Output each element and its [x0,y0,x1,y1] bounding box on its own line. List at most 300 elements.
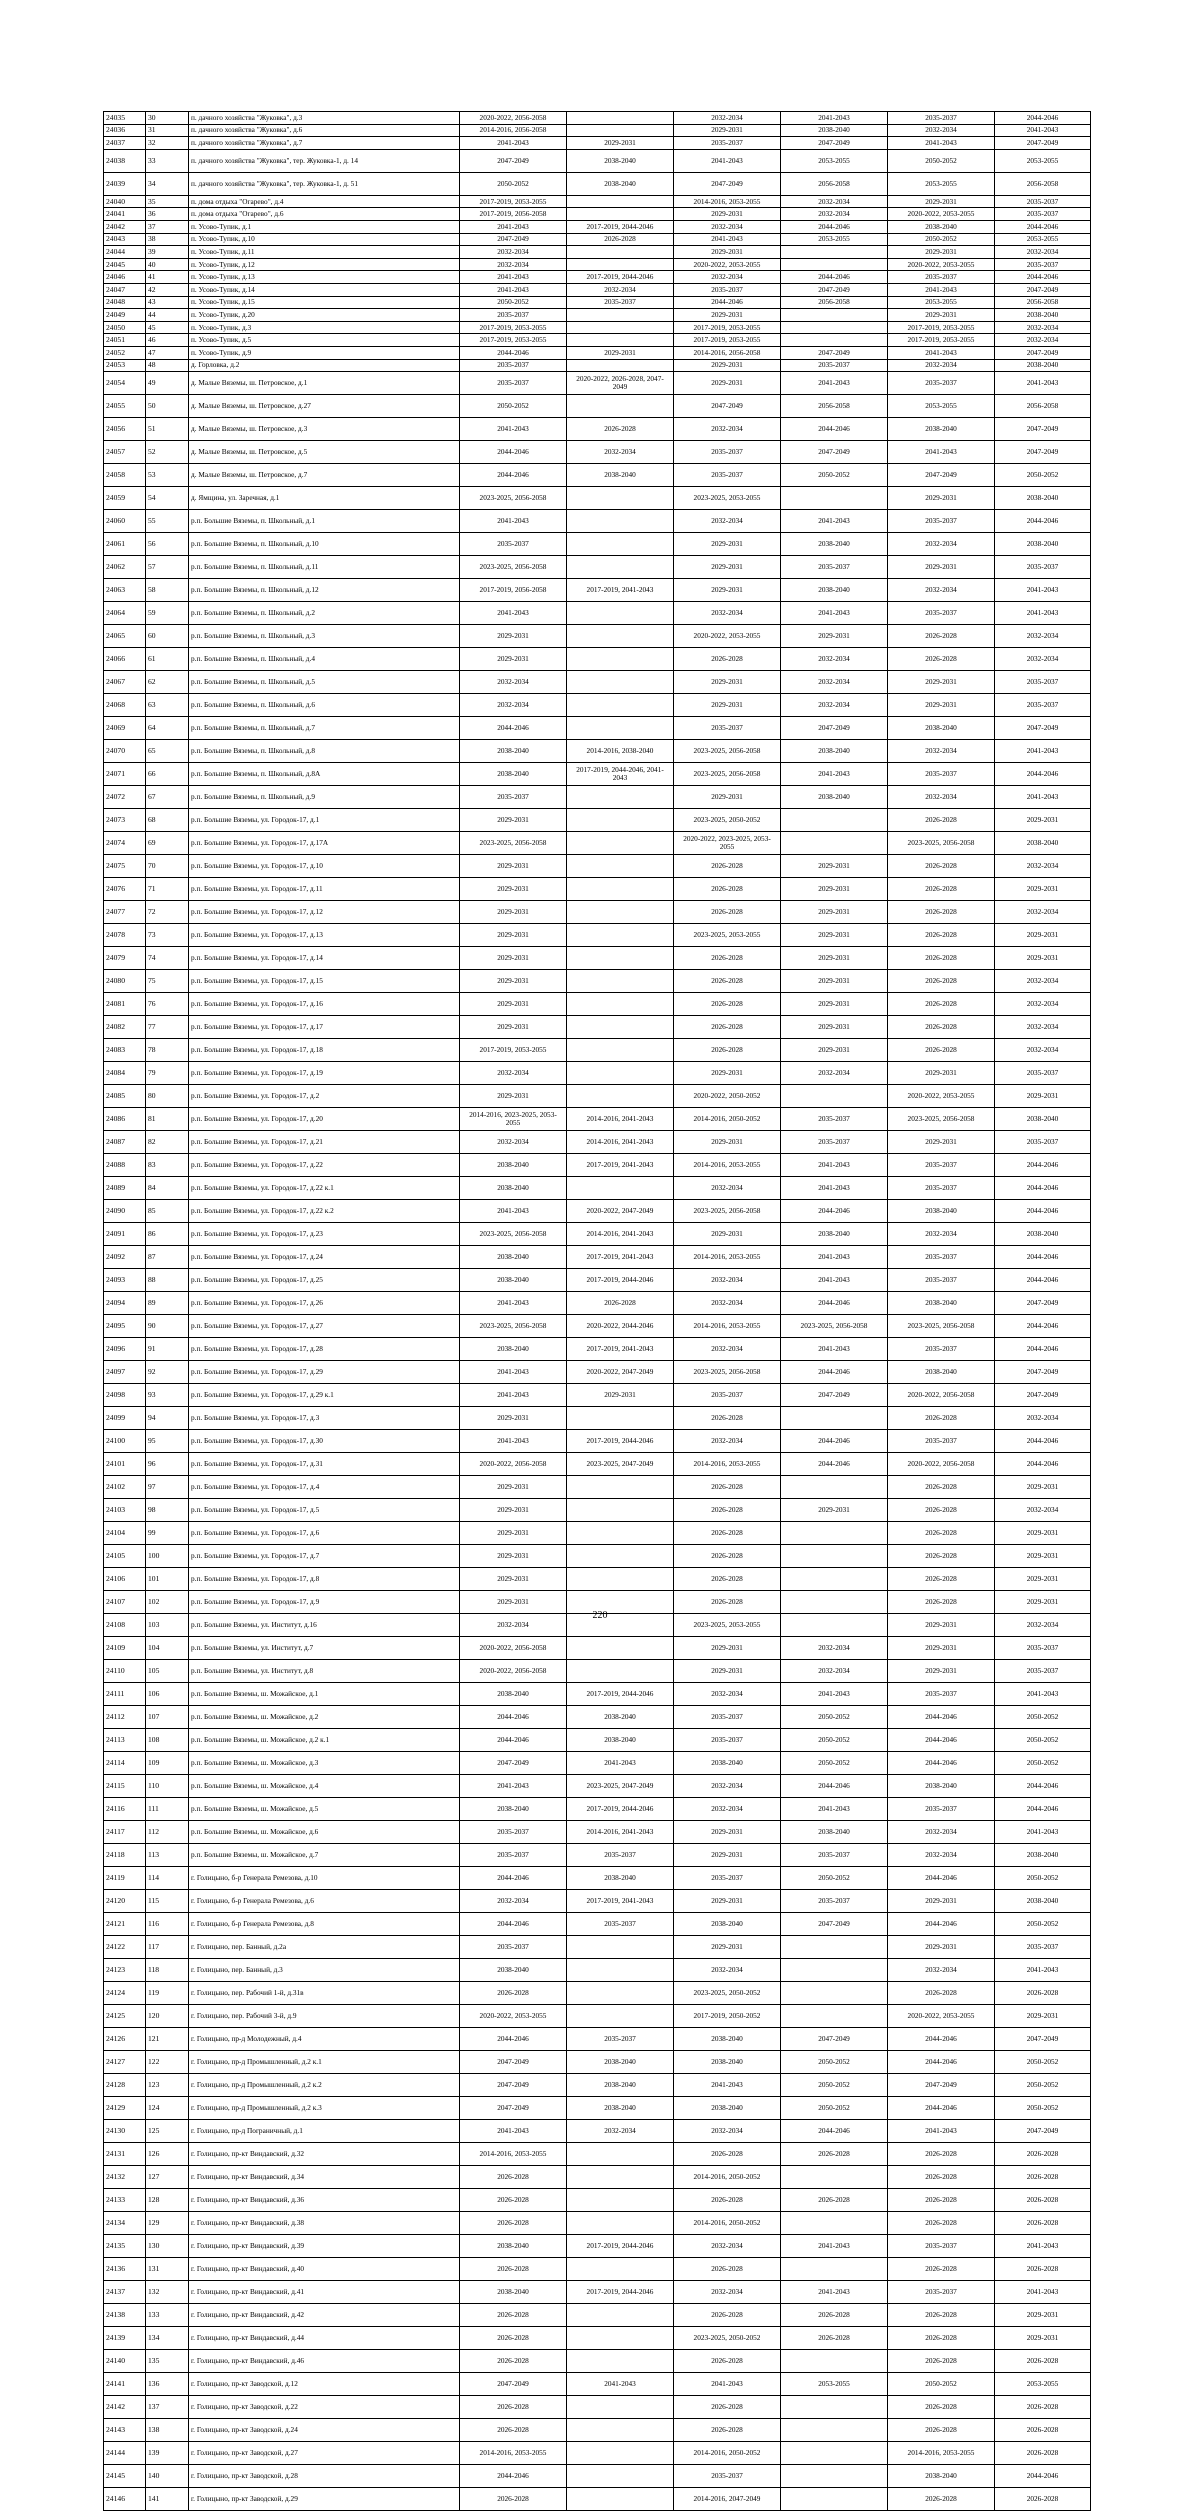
table-cell: 2047-2049 [995,1384,1091,1407]
table-cell: 2017-2019, 2053-2055 [674,321,781,334]
table-cell: 2044-2046 [995,1315,1091,1338]
table-cell [567,717,674,740]
table-cell: 2044-2046 [460,2465,567,2488]
table-cell: 2026-2028 [460,2327,567,2350]
table-cell: 2053-2055 [888,296,995,309]
table-cell: 2026-2028 [888,993,995,1016]
table-cell: 2050-2052 [995,2051,1091,2074]
table-cell: 39 [146,246,189,259]
table-cell: 2044-2046 [888,1913,995,1936]
table-cell: 2038-2040 [674,1752,781,1775]
table-cell: 2044-2046 [995,2465,1091,2488]
table-cell: 2038-2040 [781,740,888,763]
table-cell: р.п. Большие Вяземы, п. Школьный, д.1 [189,510,460,533]
table-cell: 2032-2034 [995,625,1091,648]
table-cell: 2029-2031 [888,556,995,579]
table-cell: 2041-2043 [460,1200,567,1223]
table-cell [567,947,674,970]
table-cell: 24145 [104,2465,146,2488]
table-cell: 2035-2037 [995,694,1091,717]
table-row [104,2304,1091,2327]
table-cell: 24078 [104,924,146,947]
table-cell [567,1499,674,1522]
table-cell: 2038-2040 [781,786,888,809]
table-row [104,1890,1091,1913]
table-cell: 2032-2034 [460,1614,567,1637]
table-row [104,947,1091,970]
table-cell: 2029-2031 [888,487,995,510]
table-cell: 84 [146,1177,189,1200]
table-cell: д. Ямщина, ул. Заречная, д.1 [189,487,460,510]
table-body [104,112,1091,2511]
table-cell: 2050-2052 [781,1867,888,1890]
table-cell: г. Голицыно, пр-кт Заводской, д.24 [189,2419,460,2442]
table-cell: 2026-2028 [888,2189,995,2212]
table-cell: 85 [146,1200,189,1223]
table-cell: 2017-2019, 2044-2046 [567,1798,674,1821]
table-cell: 2032-2034 [995,1614,1091,1637]
table-cell: 2017-2019, 2044-2046, 2041-2043 [567,763,674,786]
table-cell: 2038-2040 [460,1338,567,1361]
table-cell [567,786,674,809]
table-cell: 2050-2052 [781,2074,888,2097]
table-cell: 2044-2046 [888,1867,995,1890]
table-cell: р.п. Большие Вяземы, п. Школьный, д.5 [189,671,460,694]
table-cell: 2029-2031 [888,1890,995,1913]
table-cell: 2020-2022, 2047-2049 [567,1200,674,1223]
table-cell: 2017-2019, 2053-2055 [888,334,995,347]
table-cell: 2038-2040 [888,1200,995,1223]
table-cell: 132 [146,2281,189,2304]
table-cell: 2038-2040 [460,763,567,786]
table-cell: 2047-2049 [460,1752,567,1775]
table-cell: 2041-2043 [888,137,995,150]
table-cell: 46 [146,334,189,347]
table-cell: 2044-2046 [888,2051,995,2074]
table-cell: п. Усово-Тупик, д.12 [189,258,460,271]
table-row [104,321,1091,334]
table-cell: 2044-2046 [781,1430,888,1453]
table-cell: 2044-2046 [781,2120,888,2143]
table-cell: 2020-2022, 2056-2058 [888,1384,995,1407]
table-cell: 2029-2031 [995,2327,1091,2350]
table-cell: 2050-2052 [888,233,995,246]
table-cell: 2038-2040 [995,1890,1091,1913]
table-cell: 2032-2034 [567,2120,674,2143]
table-cell: 2038-2040 [888,1361,995,1384]
table-row [104,172,1091,195]
table-cell: 2029-2031 [567,1384,674,1407]
table-cell: 24080 [104,970,146,993]
table-row [104,1223,1091,1246]
table-cell: 2014-2016, 2053-2055 [460,2143,567,2166]
table-cell: 2050-2052 [781,2097,888,2120]
table-cell: 2035-2037 [781,556,888,579]
table-cell: 2029-2031 [460,993,567,1016]
table-row [104,2143,1091,2166]
table-cell [781,258,888,271]
table-cell: д. Малые Вяземы, ш. Петровское, д.3 [189,418,460,441]
table-cell: 2023-2025, 2047-2049 [567,1775,674,1798]
table-cell: 2017-2019, 2053-2055 [888,321,995,334]
table-cell: 2035-2037 [995,1936,1091,1959]
table-cell: 2041-2043 [460,1384,567,1407]
table-cell: р.п. Большие Вяземы, п. Школьный, д.7 [189,717,460,740]
table-cell: 24088 [104,1154,146,1177]
table-cell: 2017-2019, 2044-2046 [567,2281,674,2304]
table-cell: 24064 [104,602,146,625]
table-cell: 2023-2025, 2056-2058 [888,832,995,855]
table-cell: 2047-2049 [460,2074,567,2097]
table-cell [567,2005,674,2028]
table-cell: 2029-2031 [781,947,888,970]
table-row [104,112,1091,125]
table-cell: 2032-2034 [674,2281,781,2304]
table-cell: 2050-2052 [781,1752,888,1775]
table-cell: 106 [146,1683,189,1706]
table-cell: 24091 [104,1223,146,1246]
table-row [104,1568,1091,1591]
table-cell: 2026-2028 [674,1499,781,1522]
table-cell: 2029-2031 [995,924,1091,947]
table-cell: 2044-2046 [995,1453,1091,1476]
table-cell: 2035-2037 [567,2028,674,2051]
table-row [104,993,1091,1016]
table-cell: 2047-2049 [460,2051,567,2074]
table-cell: 2026-2028 [888,1568,995,1591]
table-cell: 77 [146,1016,189,1039]
table-row [104,671,1091,694]
table-cell: 2029-2031 [460,809,567,832]
table-cell: п. Усово-Тупик, д.20 [189,309,460,322]
table-cell: 24094 [104,1292,146,1315]
table-row [104,258,1091,271]
table-cell: 96 [146,1453,189,1476]
table-cell: 48 [146,359,189,372]
table-cell: 41 [146,271,189,284]
table-cell: 2032-2034 [888,786,995,809]
table-cell: 2047-2049 [995,346,1091,359]
table-cell: 2026-2028 [888,2419,995,2442]
table-cell: 2035-2037 [781,1131,888,1154]
table-cell: 2032-2034 [995,901,1091,924]
table-cell: 2026-2028 [888,1545,995,1568]
table-cell [567,602,674,625]
table-cell: 24131 [104,2143,146,2166]
table-cell: 24135 [104,2235,146,2258]
table-cell: 2035-2037 [781,1844,888,1867]
table-cell: 24077 [104,901,146,924]
table-cell: 2026-2028 [781,2143,888,2166]
table-cell: 65 [146,740,189,763]
table-cell: 88 [146,1269,189,1292]
table-row [104,1545,1091,1568]
table-cell: 2017-2019, 2053-2055 [460,334,567,347]
table-cell: 2041-2043 [888,346,995,359]
table-cell: 2038-2040 [567,2074,674,2097]
table-cell: 120 [146,2005,189,2028]
table-cell: 55 [146,510,189,533]
table-row [104,1660,1091,1683]
table-cell: р.п. Большие Вяземы, ул. Институт, д.7 [189,1637,460,1660]
table-cell: 2038-2040 [995,359,1091,372]
table-cell: р.п. Большие Вяземы, ул. Городок-17, д.26 [189,1292,460,1315]
table-cell: 2044-2046 [781,1453,888,1476]
table-cell: 2029-2031 [674,372,781,395]
table-cell [567,993,674,1016]
table-cell: 2014-2016, 2038-2040 [567,740,674,763]
table-cell: 2026-2028 [995,2143,1091,2166]
table-cell: 2023-2025, 2056-2058 [674,740,781,763]
table-row [104,1775,1091,1798]
table-cell: 2026-2028 [460,2488,567,2511]
table-cell: г. Голицыно, б-р Генерала Ремезова, д.8 [189,1913,460,1936]
table-cell: 2044-2046 [888,1706,995,1729]
table-cell: 2014-2016, 2047-2049 [674,2488,781,2511]
table-cell: 2032-2034 [460,258,567,271]
table-cell: 42 [146,283,189,296]
table-cell: 24037 [104,137,146,150]
table-cell: 97 [146,1476,189,1499]
table-cell: 2056-2058 [995,296,1091,309]
table-cell: 2029-2031 [567,346,674,359]
table-row [104,1200,1091,1223]
table-cell: 2050-2052 [888,2373,995,2396]
table-cell: 2035-2037 [888,1177,995,1200]
table-row [104,786,1091,809]
table-cell: 2038-2040 [888,1292,995,1315]
table-cell: 24055 [104,395,146,418]
table-cell: 33 [146,149,189,172]
table-cell: 2026-2028 [995,1982,1091,2005]
table-cell: г. Голицыно, пр-кт Виндавский, д.44 [189,2327,460,2350]
table-cell: 2041-2043 [781,1683,888,1706]
table-cell: 2029-2031 [460,924,567,947]
table-cell: 2044-2046 [460,1913,567,1936]
table-cell: 2038-2040 [781,533,888,556]
table-cell: 2032-2034 [674,1338,781,1361]
table-row [104,694,1091,717]
table-cell: 24068 [104,694,146,717]
table-cell: 2029-2031 [781,993,888,1016]
table-cell [781,246,888,259]
table-cell [567,246,674,259]
table-cell: 2044-2046 [781,418,888,441]
table-cell: 2041-2043 [460,220,567,233]
table-cell: 2038-2040 [460,740,567,763]
table-cell: 116 [146,1913,189,1936]
table-cell: 2026-2028 [888,2396,995,2419]
table-row [104,2051,1091,2074]
table-cell: 2032-2034 [781,694,888,717]
table-cell: 2038-2040 [567,1867,674,1890]
table-row [104,1821,1091,1844]
table-cell [567,648,674,671]
table-cell: 2014-2016, 2041-2043 [567,1131,674,1154]
table-cell [567,1982,674,2005]
table-cell: 131 [146,2258,189,2281]
table-cell: 90 [146,1315,189,1338]
table-cell: р.п. Большие Вяземы, ул. Городок-17, д.3 [189,1407,460,1430]
table-cell: г. Голицыно, пр-д Молодежный, д.4 [189,2028,460,2051]
table-cell: 93 [146,1384,189,1407]
table-cell: д. Малые Вяземы, ш. Петровское, д.27 [189,395,460,418]
table-cell: 123 [146,2074,189,2097]
table-cell: 125 [146,2120,189,2143]
table-cell: 2044-2046 [888,1752,995,1775]
table-cell: 2041-2043 [781,2235,888,2258]
table-cell: 2032-2034 [995,1016,1091,1039]
table-cell: р.п. Большие Вяземы, ул. Городок-17, д.20 [189,1108,460,1131]
table-cell: 2038-2040 [460,1269,567,1292]
table-cell: 2032-2034 [995,1499,1091,1522]
table-cell: 24111 [104,1683,146,1706]
table-row [104,1683,1091,1706]
table-cell: 2032-2034 [995,1039,1091,1062]
table-cell: 2044-2046 [995,1798,1091,1821]
table-cell: 2038-2040 [995,832,1091,855]
table-cell: 2056-2058 [781,395,888,418]
table-cell: 2026-2028 [460,2212,567,2235]
table-cell: 2023-2025, 2050-2052 [674,1982,781,2005]
table-cell: 2029-2031 [888,671,995,694]
table-cell: 24079 [104,947,146,970]
table-cell: г. Голицыно, пр-кт Виндавский, д.40 [189,2258,460,2281]
table-cell: 2026-2028 [888,809,995,832]
table-cell: 2035-2037 [460,372,567,395]
table-cell: 2032-2034 [888,124,995,137]
table-row [104,487,1091,510]
table-cell: 2026-2028 [460,1982,567,2005]
table-cell: 2041-2043 [781,602,888,625]
table-cell: 2032-2034 [888,1959,995,1982]
table-cell: 2032-2034 [888,1223,995,1246]
table-cell: 2029-2031 [888,246,995,259]
table-cell: 2026-2028 [674,1591,781,1614]
table-cell: 2038-2040 [460,1683,567,1706]
table-cell: 2041-2043 [567,2373,674,2396]
table-cell: 24112 [104,1706,146,1729]
table-cell: 2020-2022, 2026-2028, 2047-2049 [567,372,674,395]
table-cell: 24134 [104,2212,146,2235]
table-cell: 2026-2028 [888,855,995,878]
table-cell: 2026-2028 [888,1591,995,1614]
table-cell: 24119 [104,1867,146,1890]
table-cell: р.п. Большие Вяземы, п. Школьный, д.8А [189,763,460,786]
table-cell: р.п. Большие Вяземы, п. Школьный, д.3 [189,625,460,648]
table-row [104,1453,1091,1476]
table-cell: 2044-2046 [460,1729,567,1752]
table-cell: 101 [146,1568,189,1591]
table-cell: 2032-2034 [460,1890,567,1913]
table-cell: 2044-2046 [888,2028,995,2051]
table-cell: 2026-2028 [460,2189,567,2212]
table-cell: 2035-2037 [460,1936,567,1959]
table-row [104,1131,1091,1154]
table-cell: 2041-2043 [995,1959,1091,1982]
table-cell: 24143 [104,2419,146,2442]
table-cell: 2026-2028 [674,2350,781,2373]
table-cell: 2026-2028 [995,2166,1091,2189]
table-cell: 24057 [104,441,146,464]
table-cell: 2026-2028 [674,2189,781,2212]
table-cell: 24071 [104,763,146,786]
table-cell: 2044-2046 [781,1361,888,1384]
table-cell: 2041-2043 [460,1292,567,1315]
table-cell: 2029-2031 [674,694,781,717]
table-row [104,1269,1091,1292]
table-row [104,359,1091,372]
table-cell: 24047 [104,283,146,296]
table-cell: 2044-2046 [888,1729,995,1752]
table-cell: 24138 [104,2304,146,2327]
table-cell: 2029-2031 [781,1499,888,1522]
table-cell: 24144 [104,2442,146,2465]
table-cell [567,1476,674,1499]
table-cell: 2056-2058 [995,395,1091,418]
table-cell: 127 [146,2166,189,2189]
table-cell: 2038-2040 [567,149,674,172]
table-cell: р.п. Большие Вяземы, ул. Городок-17, д.18 [189,1039,460,1062]
table-cell: 2032-2034 [995,993,1091,1016]
table-cell: п. дачного хозяйства "Жуковка", тер. Жуковка-1, д. 51 [189,172,460,195]
table-cell: р.п. Большие Вяземы, ул. Городок-17, д.30 [189,1430,460,1453]
table-cell: 2026-2028 [995,2488,1091,2511]
table-cell: 2041-2043 [888,283,995,296]
table-cell: 2029-2031 [674,1131,781,1154]
table-cell: 2044-2046 [460,464,567,487]
table-cell: 2029-2031 [460,947,567,970]
table-cell: 2029-2031 [888,1131,995,1154]
table-cell: 2044-2046 [995,510,1091,533]
table-cell: 2023-2025, 2047-2049 [567,1453,674,1476]
table-cell: 2044-2046 [995,112,1091,125]
table-cell [567,359,674,372]
table-cell: 56 [146,533,189,556]
table-cell: п. дачного хозяйства "Жуковка", д.6 [189,124,460,137]
table-cell: 98 [146,1499,189,1522]
table-cell: 2047-2049 [995,1361,1091,1384]
table-cell: 2026-2028 [995,2212,1091,2235]
table-cell: 2017-2019, 2044-2046 [567,1683,674,1706]
table-cell: г. Голицыно, пр-кт Заводской, д.27 [189,2442,460,2465]
table-cell: 2017-2019, 2041-2043 [567,1154,674,1177]
table-cell: 2044-2046 [460,441,567,464]
table-cell: 2038-2040 [460,1246,567,1269]
table-cell: р.п. Большие Вяземы, ул. Городок-17, д.28 [189,1338,460,1361]
table-cell: 2047-2049 [995,1292,1091,1315]
table-cell: 24043 [104,233,146,246]
table-cell: 2038-2040 [888,2465,995,2488]
table-cell: 2047-2049 [995,2120,1091,2143]
table-cell: 24122 [104,1936,146,1959]
table-cell: р.п. Большие Вяземы, ул. Институт, д.8 [189,1660,460,1683]
table-row [104,2488,1091,2511]
table-cell: 82 [146,1131,189,1154]
table-cell: 2026-2028 [674,947,781,970]
table-cell: 2026-2028 [460,2258,567,2281]
table-cell: 2032-2034 [674,1798,781,1821]
table-cell: 24056 [104,418,146,441]
table-cell: 2032-2034 [567,441,674,464]
table-cell: 2023-2025, 2056-2058 [460,832,567,855]
table-cell: 2023-2025, 2056-2058 [460,1315,567,1338]
table-cell: 2029-2031 [888,1660,995,1683]
table-cell: 2041-2043 [460,1361,567,1384]
table-cell [781,321,888,334]
table-cell: 2032-2034 [674,1269,781,1292]
table-cell: 2038-2040 [567,2097,674,2120]
